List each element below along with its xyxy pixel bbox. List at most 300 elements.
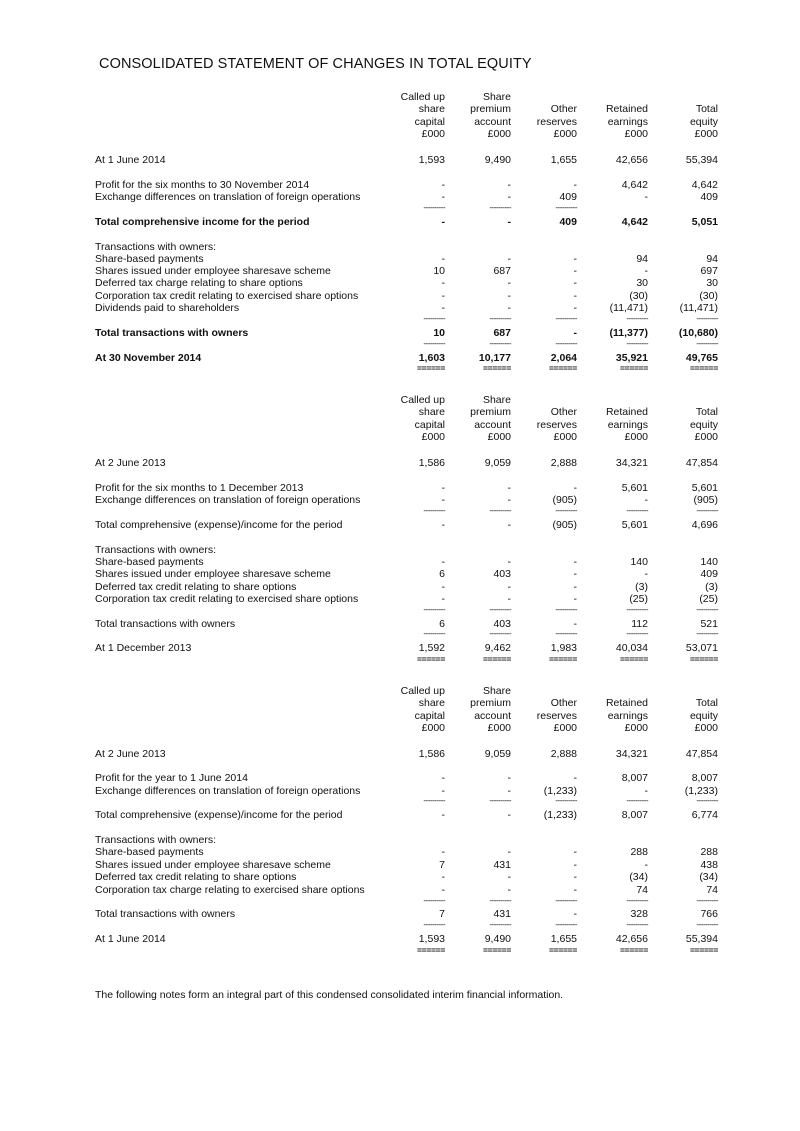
double-rule: ====== (417, 363, 445, 373)
cell-value: 1,655 (550, 933, 577, 945)
row-label: Corporation tax credit relating to exercised share options (95, 290, 359, 302)
column-header-line: Share (482, 91, 511, 103)
cell-value: 4,642 (691, 179, 718, 191)
cell-value: - (573, 846, 577, 858)
cell-value: - (441, 216, 445, 228)
column-header-line: Total (695, 103, 718, 116)
column-header-line: £000 (487, 430, 511, 443)
column-header (606, 394, 648, 443)
cell-value: 1,593 (418, 154, 445, 166)
cell-value: 438 (700, 859, 718, 871)
row-label: Exchange differences on translation of foreign operations (95, 785, 361, 797)
column-header-line: earnings (607, 709, 648, 722)
single-rule: ---------- (423, 605, 445, 614)
cell-value: 328 (630, 908, 648, 920)
single-rule: ---------- (696, 314, 718, 323)
cell-value: (905) (693, 494, 718, 506)
cell-value: 8,007 (621, 772, 648, 784)
cell-value: - (573, 772, 577, 784)
cell-value: (30) (629, 290, 648, 302)
cell-value: 4,696 (691, 519, 718, 531)
cell-value: - (573, 482, 577, 494)
column-header-line: Total (695, 406, 718, 419)
row-label: Profit for the six months to 1 December 2013 (95, 482, 304, 494)
table-row (0, 809, 800, 822)
cell-value: 47,854 (685, 457, 718, 469)
cell-value: - (507, 191, 511, 203)
cell-value: - (441, 179, 445, 191)
column-header-line: share (418, 697, 445, 710)
row-label: Total comprehensive (expense)/income for the period (95, 519, 343, 531)
cell-value: 7 (439, 908, 445, 920)
column-header-line: £000 (487, 127, 511, 140)
cell-value: - (573, 859, 577, 871)
cell-value: - (507, 277, 511, 289)
column-header-line: £000 (487, 721, 511, 734)
cell-value: - (507, 253, 511, 265)
cell-value: (1,233) (543, 785, 577, 797)
cell-value: 1,586 (418, 748, 445, 760)
column-header (537, 685, 577, 734)
cell-value: - (507, 785, 511, 797)
single-rule: ---------- (489, 506, 511, 515)
cell-value: 42,656 (615, 154, 648, 166)
cell-value: - (507, 581, 511, 593)
cell-value: 1,603 (418, 352, 445, 364)
column-header-line (606, 685, 648, 697)
cell-value: - (573, 581, 577, 593)
column-header-line: equity (689, 115, 718, 128)
double-rule: ====== (620, 654, 648, 664)
single-rule: ---------- (626, 629, 648, 638)
column-header-line: reserves (536, 115, 577, 128)
column-header-line (537, 685, 577, 697)
column-header-line (690, 91, 718, 103)
cell-value: 4,642 (621, 179, 648, 191)
column-header (470, 685, 511, 734)
table-row (0, 568, 800, 581)
double-rule: ====== (483, 363, 511, 373)
cell-value: 409 (700, 568, 718, 580)
row-label: Share-based payments (95, 253, 204, 265)
cell-value: 140 (700, 556, 718, 568)
cell-value: (34) (699, 871, 718, 883)
cell-value: 9,490 (484, 933, 511, 945)
cell-value: 2,888 (550, 457, 577, 469)
cell-value: - (507, 494, 511, 506)
table-row (0, 327, 800, 340)
cell-value: - (441, 290, 445, 302)
table-row (0, 191, 800, 204)
row-label: At 1 December 2013 (95, 642, 192, 654)
cell-value: 10,177 (478, 352, 511, 364)
column-header-line: account (474, 709, 511, 722)
cell-value: 409 (559, 191, 577, 203)
cell-value: 2,888 (550, 748, 577, 760)
cell-value: 5,601 (691, 482, 718, 494)
double-rule: ====== (549, 945, 577, 955)
row-label: Shares issued under employee sharesave scheme (95, 568, 331, 580)
row-label: Dividends paid to shareholders (95, 302, 240, 314)
cell-value: 1,586 (418, 457, 445, 469)
row-label: Total comprehensive income for the period (95, 216, 310, 228)
column-header-line (606, 394, 648, 406)
single-rule: ---------- (696, 605, 718, 614)
column-header-line: earnings (607, 115, 648, 128)
single-rule: ---------- (696, 506, 718, 515)
cell-value: 288 (700, 846, 718, 858)
cell-value: 687 (493, 265, 511, 277)
cell-value: - (573, 618, 577, 630)
cell-value: - (573, 302, 577, 314)
column-header-line: capital (414, 115, 445, 128)
double-rule: ====== (690, 945, 718, 955)
row-label: Transactions with owners: (95, 241, 216, 253)
column-header-line: premium (470, 406, 511, 419)
column-header (470, 394, 511, 443)
cell-value: 431 (493, 859, 511, 871)
column-header-line: capital (414, 418, 445, 431)
column-header-line: Other (550, 103, 577, 116)
column-header-line: equity (689, 709, 718, 722)
cell-value: 10 (433, 327, 445, 339)
single-rule: ---------- (555, 605, 577, 614)
cell-value: 1,593 (418, 933, 445, 945)
cell-value: - (573, 593, 577, 605)
cell-value: 403 (493, 618, 511, 630)
cell-value: 9,059 (484, 457, 511, 469)
single-rule: ---------- (626, 796, 648, 805)
row-label: Total comprehensive (expense)/income for the period (95, 809, 343, 821)
column-header-line (606, 91, 648, 103)
column-header-line: account (474, 418, 511, 431)
cell-value: 9,059 (484, 748, 511, 760)
table-row (0, 772, 800, 785)
column-header (470, 91, 511, 140)
table-row (0, 494, 800, 507)
row-label: Corporation tax credit relating to exercised share options (95, 593, 359, 605)
column-header (690, 685, 718, 734)
row-label: Profit for the six months to 30 November 2014 (95, 179, 310, 191)
cell-value: - (441, 253, 445, 265)
column-header-line: Share (482, 685, 511, 697)
cell-value: - (573, 253, 577, 265)
cell-value: (30) (699, 290, 718, 302)
table-row (0, 154, 800, 167)
table-row (0, 933, 800, 946)
column-header-line: share (418, 103, 445, 116)
column-header-line: £000 (624, 430, 648, 443)
column-header-line: premium (470, 697, 511, 710)
row-label: Deferred tax credit relating to share options (95, 581, 297, 593)
single-rule: ---------- (555, 920, 577, 929)
column-header (537, 394, 577, 443)
single-rule: ---------- (423, 629, 445, 638)
cell-value: (11,471) (609, 302, 648, 314)
cell-value: - (441, 772, 445, 784)
row-label: Exchange differences on translation of foreign operations (95, 191, 361, 203)
cell-value: (905) (552, 519, 577, 531)
cell-value: (905) (552, 494, 577, 506)
cell-value: 431 (493, 908, 511, 920)
cell-value: 40,034 (615, 642, 648, 654)
single-rule: ---------- (489, 896, 511, 905)
column-header (401, 685, 445, 734)
cell-value: - (573, 871, 577, 883)
column-header-line: Called up (400, 685, 445, 697)
cell-value: 34,321 (615, 457, 648, 469)
cell-value: - (441, 581, 445, 593)
cell-value: - (441, 302, 445, 314)
cell-value: - (644, 568, 648, 580)
double-rule: ====== (690, 363, 718, 373)
double-rule: ====== (417, 945, 445, 955)
row-label: At 1 June 2014 (95, 154, 166, 166)
column-header (606, 91, 648, 140)
cell-value: - (507, 871, 511, 883)
cell-value: 140 (630, 556, 648, 568)
column-header (606, 685, 648, 734)
single-rule: ---------- (489, 203, 511, 212)
single-rule: ---------- (555, 796, 577, 805)
row-label: Profit for the year to 1 June 2014 (95, 772, 248, 784)
cell-value: - (507, 519, 511, 531)
cell-value: - (507, 179, 511, 191)
cell-value: - (644, 191, 648, 203)
cell-value: - (507, 809, 511, 821)
single-rule: ---------- (555, 896, 577, 905)
column-header-line (690, 685, 718, 697)
single-rule: ---------- (423, 314, 445, 323)
column-header (690, 394, 718, 443)
cell-value: - (644, 859, 648, 871)
cell-value: 94 (636, 253, 648, 265)
cell-value: - (507, 290, 511, 302)
row-label: Exchange differences on translation of foreign operations (95, 494, 361, 506)
cell-value: (1,233) (543, 809, 577, 821)
single-rule: ---------- (696, 896, 718, 905)
cell-value: 42,656 (615, 933, 648, 945)
cell-value: - (441, 871, 445, 883)
cell-value: - (507, 772, 511, 784)
row-label: At 2 June 2013 (95, 457, 166, 469)
column-header-line: £000 (553, 430, 577, 443)
cell-value: 9,490 (484, 154, 511, 166)
row-label: Shares issued under employee sharesave scheme (95, 859, 331, 871)
cell-value: 288 (630, 846, 648, 858)
double-rule: ====== (620, 945, 648, 955)
double-rule: ====== (620, 363, 648, 373)
cell-value: (3) (635, 581, 648, 593)
single-rule: ---------- (423, 896, 445, 905)
single-rule: ---------- (696, 339, 718, 348)
single-rule: ---------- (555, 314, 577, 323)
double-rule: ====== (483, 654, 511, 664)
cell-value: 4,642 (621, 216, 648, 228)
cell-value: 6 (439, 618, 445, 630)
table-row (0, 748, 800, 761)
column-header-line: premium (470, 103, 511, 116)
single-rule: ---------- (489, 314, 511, 323)
column-header-line: Other (550, 406, 577, 419)
column-header (537, 91, 577, 140)
cell-value: 5,601 (621, 482, 648, 494)
cell-value: (1,233) (684, 785, 718, 797)
cell-value: - (507, 884, 511, 896)
cell-value: 766 (700, 908, 718, 920)
cell-value: (25) (699, 593, 718, 605)
cell-value: (25) (629, 593, 648, 605)
table-row (0, 846, 800, 859)
row-label: Share-based payments (95, 556, 204, 568)
column-header-line: £000 (694, 721, 718, 734)
cell-value: 30 (636, 277, 648, 289)
cell-value: 34,321 (615, 748, 648, 760)
single-rule: ---------- (696, 796, 718, 805)
cell-value: - (441, 482, 445, 494)
row-label: Total transactions with owners (95, 908, 236, 920)
cell-value: - (573, 265, 577, 277)
cell-value: - (441, 519, 445, 531)
cell-value: 112 (631, 618, 648, 630)
cell-value: 55,394 (685, 154, 718, 166)
cell-value: 409 (700, 191, 718, 203)
column-header-line: Called up (400, 91, 445, 103)
column-header-line: Retained (605, 697, 648, 710)
column-header-line: earnings (607, 418, 648, 431)
table-row (0, 871, 800, 884)
column-header-line: equity (689, 418, 718, 431)
column-header (690, 91, 718, 140)
single-rule: ---------- (626, 506, 648, 515)
single-rule: ---------- (423, 203, 445, 212)
single-rule: ---------- (626, 339, 648, 348)
table-row (0, 457, 800, 470)
double-rule: ====== (417, 654, 445, 664)
cell-value: - (507, 482, 511, 494)
column-header-line: £000 (694, 127, 718, 140)
single-rule: ---------- (489, 629, 511, 638)
row-label: Transactions with owners: (95, 544, 216, 556)
cell-value: 9,462 (484, 642, 511, 654)
single-rule: ---------- (423, 339, 445, 348)
single-rule: ---------- (489, 796, 511, 805)
cell-value: - (441, 846, 445, 858)
column-header-line: Share (482, 394, 511, 406)
cell-value: 521 (700, 618, 718, 630)
cell-value: - (441, 277, 445, 289)
table-row (0, 593, 800, 606)
cell-value: - (507, 216, 511, 228)
table-row (0, 618, 800, 631)
cell-value: 7 (439, 859, 445, 871)
cell-value: 1,983 (550, 642, 577, 654)
column-header-line: £000 (421, 430, 445, 443)
column-header-line: capital (414, 709, 445, 722)
cell-value: 5,051 (691, 216, 718, 228)
cell-value: (34) (629, 871, 648, 883)
single-rule: ---------- (489, 605, 511, 614)
row-label: Share-based payments (95, 846, 204, 858)
cell-value: (10,680) (678, 327, 718, 339)
cell-value: - (441, 494, 445, 506)
cell-value: - (573, 179, 577, 191)
table-row (0, 352, 800, 365)
row-label: Transactions with owners: (95, 834, 216, 846)
row-label: At 1 June 2014 (95, 933, 166, 945)
double-rule: ====== (549, 363, 577, 373)
table-row (0, 908, 800, 921)
single-rule: ---------- (696, 629, 718, 638)
table-row (0, 519, 800, 532)
table-row (0, 785, 800, 798)
page-title: CONSOLIDATED STATEMENT OF CHANGES IN TOTAL EQUITY (99, 56, 532, 72)
row-label: Total transactions with owners (95, 327, 249, 339)
single-rule: ---------- (423, 920, 445, 929)
column-header-line: Total (695, 697, 718, 710)
cell-value: - (573, 290, 577, 302)
cell-value: - (507, 302, 511, 314)
cell-value: 35,921 (615, 352, 648, 364)
double-rule: ====== (549, 654, 577, 664)
column-header-line: £000 (553, 127, 577, 140)
single-rule: ---------- (696, 920, 718, 929)
cell-value: - (573, 908, 577, 920)
cell-value: - (644, 494, 648, 506)
table-row (0, 302, 800, 315)
single-rule: ---------- (555, 339, 577, 348)
column-header-line: reserves (536, 418, 577, 431)
cell-value: - (441, 556, 445, 568)
cell-value: 8,007 (691, 772, 718, 784)
cell-value: 1,655 (550, 154, 577, 166)
cell-value: (3) (705, 581, 718, 593)
cell-value: 94 (706, 253, 718, 265)
cell-value: - (441, 785, 445, 797)
column-header-line: £000 (421, 127, 445, 140)
row-label: At 30 November 2014 (95, 352, 202, 364)
cell-value: 53,071 (685, 642, 718, 654)
column-header-line: £000 (624, 127, 648, 140)
column-header (401, 394, 445, 443)
table-row (0, 642, 800, 655)
cell-value: 6 (439, 568, 445, 580)
cell-value: 687 (493, 327, 511, 339)
row-label: Deferred tax charge relating to share options (95, 277, 303, 289)
single-rule: ---------- (489, 920, 511, 929)
cell-value: - (644, 265, 648, 277)
table-row (0, 884, 800, 897)
column-header-line: account (474, 115, 511, 128)
cell-value: 697 (700, 265, 718, 277)
cell-value: - (441, 593, 445, 605)
cell-value: - (507, 556, 511, 568)
column-header-line: Other (550, 697, 577, 710)
cell-value: 47,854 (685, 748, 718, 760)
column-header-line: £000 (421, 721, 445, 734)
cell-value: 30 (706, 277, 718, 289)
single-rule: ---------- (626, 605, 648, 614)
cell-value: 5,601 (621, 519, 648, 531)
single-rule: ---------- (423, 796, 445, 805)
single-rule: ---------- (626, 920, 648, 929)
cell-value: 403 (493, 568, 511, 580)
single-rule: ---------- (555, 506, 577, 515)
cell-value: - (441, 809, 445, 821)
double-rule: ====== (483, 945, 511, 955)
cell-value: 10 (433, 265, 445, 277)
cell-value: - (507, 846, 511, 858)
